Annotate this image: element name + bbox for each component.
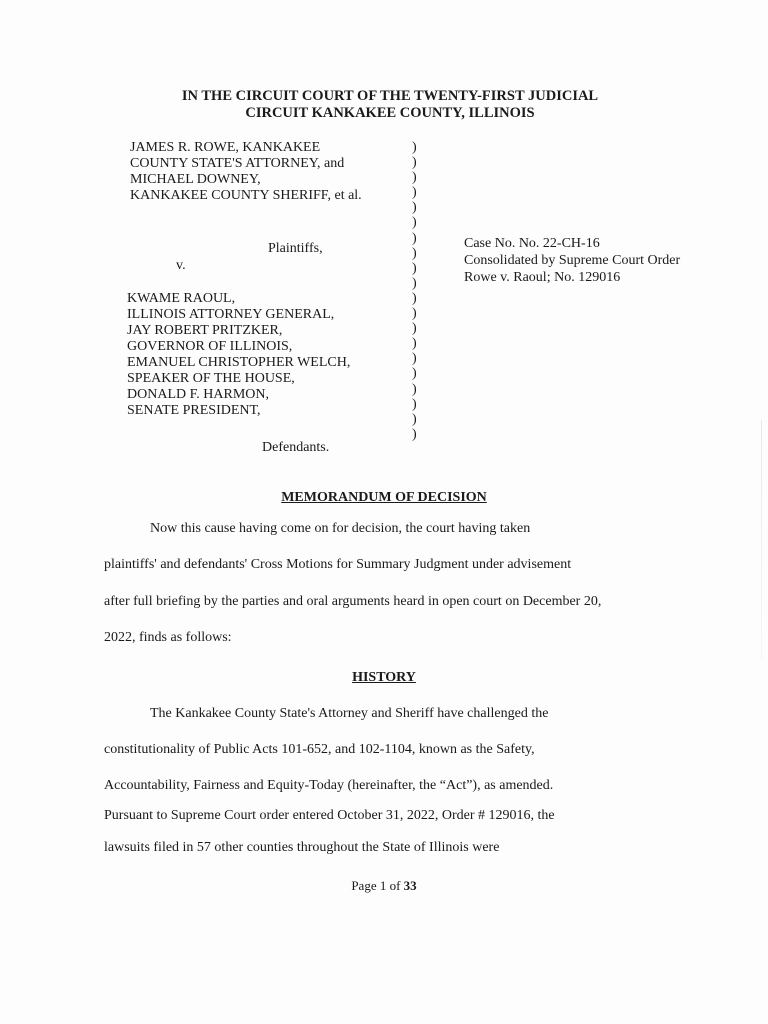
caption-parenthesis: ) xyxy=(412,351,417,367)
case-info xyxy=(464,235,680,286)
defendant-line: ILLINOIS ATTORNEY GENERAL, xyxy=(127,307,335,322)
defendant-line: SPEAKER OF THE HOUSE, xyxy=(127,371,295,386)
plaintiff-line: KANKAKEE COUNTY SHERIFF, et al. xyxy=(130,188,362,203)
plaintiff-names xyxy=(130,140,362,204)
court-title-line-1: IN THE CIRCUIT COURT OF THE TWENTY-FIRST JUDICIAL xyxy=(181,88,599,104)
court-title xyxy=(0,88,768,122)
page-total: 33 xyxy=(403,878,417,893)
court-title-line-2: CIRCUIT KANKAKEE COUNTY, ILLINOIS xyxy=(245,105,535,121)
caption-parenthesis: ) xyxy=(412,275,417,291)
caption-parenthesis: ) xyxy=(412,155,417,171)
defendant-line: SENATE PRESIDENT, xyxy=(127,403,261,418)
plaintiffs-label: Plaintiffs, xyxy=(268,241,323,256)
caption-parenthesis: ) xyxy=(412,290,417,306)
caption-parenthesis: ) xyxy=(412,336,417,352)
defendant-line: JAY ROBERT PRITZKER, xyxy=(127,323,283,338)
caption-parenthesis: ) xyxy=(412,411,417,427)
caption-parenthesis: ) xyxy=(412,381,417,397)
defendant-line: GOVERNOR OF ILLINOIS, xyxy=(127,339,293,354)
plaintiff-line: COUNTY STATE'S ATTORNEY, and xyxy=(130,156,345,171)
plaintiff-line: MICHAEL DOWNEY, xyxy=(130,172,261,187)
memorandum-line: 2022, finds as follows: xyxy=(104,630,232,645)
caption-parenthesis-column xyxy=(412,140,424,442)
versus-label: v. xyxy=(176,258,186,273)
caption-parenthesis: ) xyxy=(412,170,417,186)
history-line: The Kankakee County State's Attorney and Sheriff have challenged the xyxy=(150,706,549,721)
history-line: Accountability, Fairness and Equity-Today (hereinafter, the “Act”), as amended. xyxy=(104,778,554,793)
history-heading: HISTORY xyxy=(352,670,416,685)
defendant-line: DONALD F. HARMON, xyxy=(127,387,269,402)
defendant-line: EMANUEL CHRISTOPHER WELCH, xyxy=(127,355,351,370)
page-label: Page 1 of xyxy=(351,878,404,893)
memorandum-line: Now this cause having come on for decision, the court having taken xyxy=(150,521,531,536)
memorandum-heading: MEMORANDUM OF DECISION xyxy=(281,490,487,505)
consolidation-note: Consolidated by Supreme Court Order xyxy=(464,253,681,268)
caption-parenthesis: ) xyxy=(412,426,417,442)
caption-parenthesis: ) xyxy=(412,321,417,337)
caption-parenthesis: ) xyxy=(412,140,417,155)
defendant-names xyxy=(127,291,350,419)
caption-parenthesis: ) xyxy=(412,396,417,412)
case-number: Case No. No. 22-CH-16 xyxy=(464,236,600,251)
history-line: Pursuant to Supreme Court order entered October 31, 2022, Order # 129016, the xyxy=(104,808,555,823)
memorandum-line: after full briefing by the parties and oral arguments heard in open court on December 20, xyxy=(104,594,602,609)
caption-parenthesis: ) xyxy=(412,200,417,216)
caption-parenthesis: ) xyxy=(412,306,417,322)
scan-edge-shadow xyxy=(761,420,762,660)
caption-parenthesis: ) xyxy=(412,185,417,201)
case-reference: Rowe v. Raoul; No. 129016 xyxy=(464,270,621,285)
memorandum-line: plaintiffs' and defendants' Cross Motions for Summary Judgment under advisement xyxy=(104,557,572,572)
caption-parenthesis: ) xyxy=(412,215,417,231)
defendants-label: Defendants. xyxy=(262,440,330,455)
page-footer xyxy=(0,878,768,894)
plaintiff-line: JAMES R. ROWE, KANKAKEE xyxy=(130,140,321,155)
caption-parenthesis: ) xyxy=(412,245,417,261)
caption-parenthesis: ) xyxy=(412,366,417,382)
history-line: constitutionality of Public Acts 101-652, and 102-1104, known as the Safety, xyxy=(104,742,535,757)
defendant-line: KWAME RAOUL, xyxy=(127,291,236,306)
caption-parenthesis: ) xyxy=(412,260,417,276)
caption-parenthesis: ) xyxy=(412,230,417,246)
history-line: lawsuits filed in 57 other counties throughout the State of Illinois were xyxy=(104,840,500,855)
